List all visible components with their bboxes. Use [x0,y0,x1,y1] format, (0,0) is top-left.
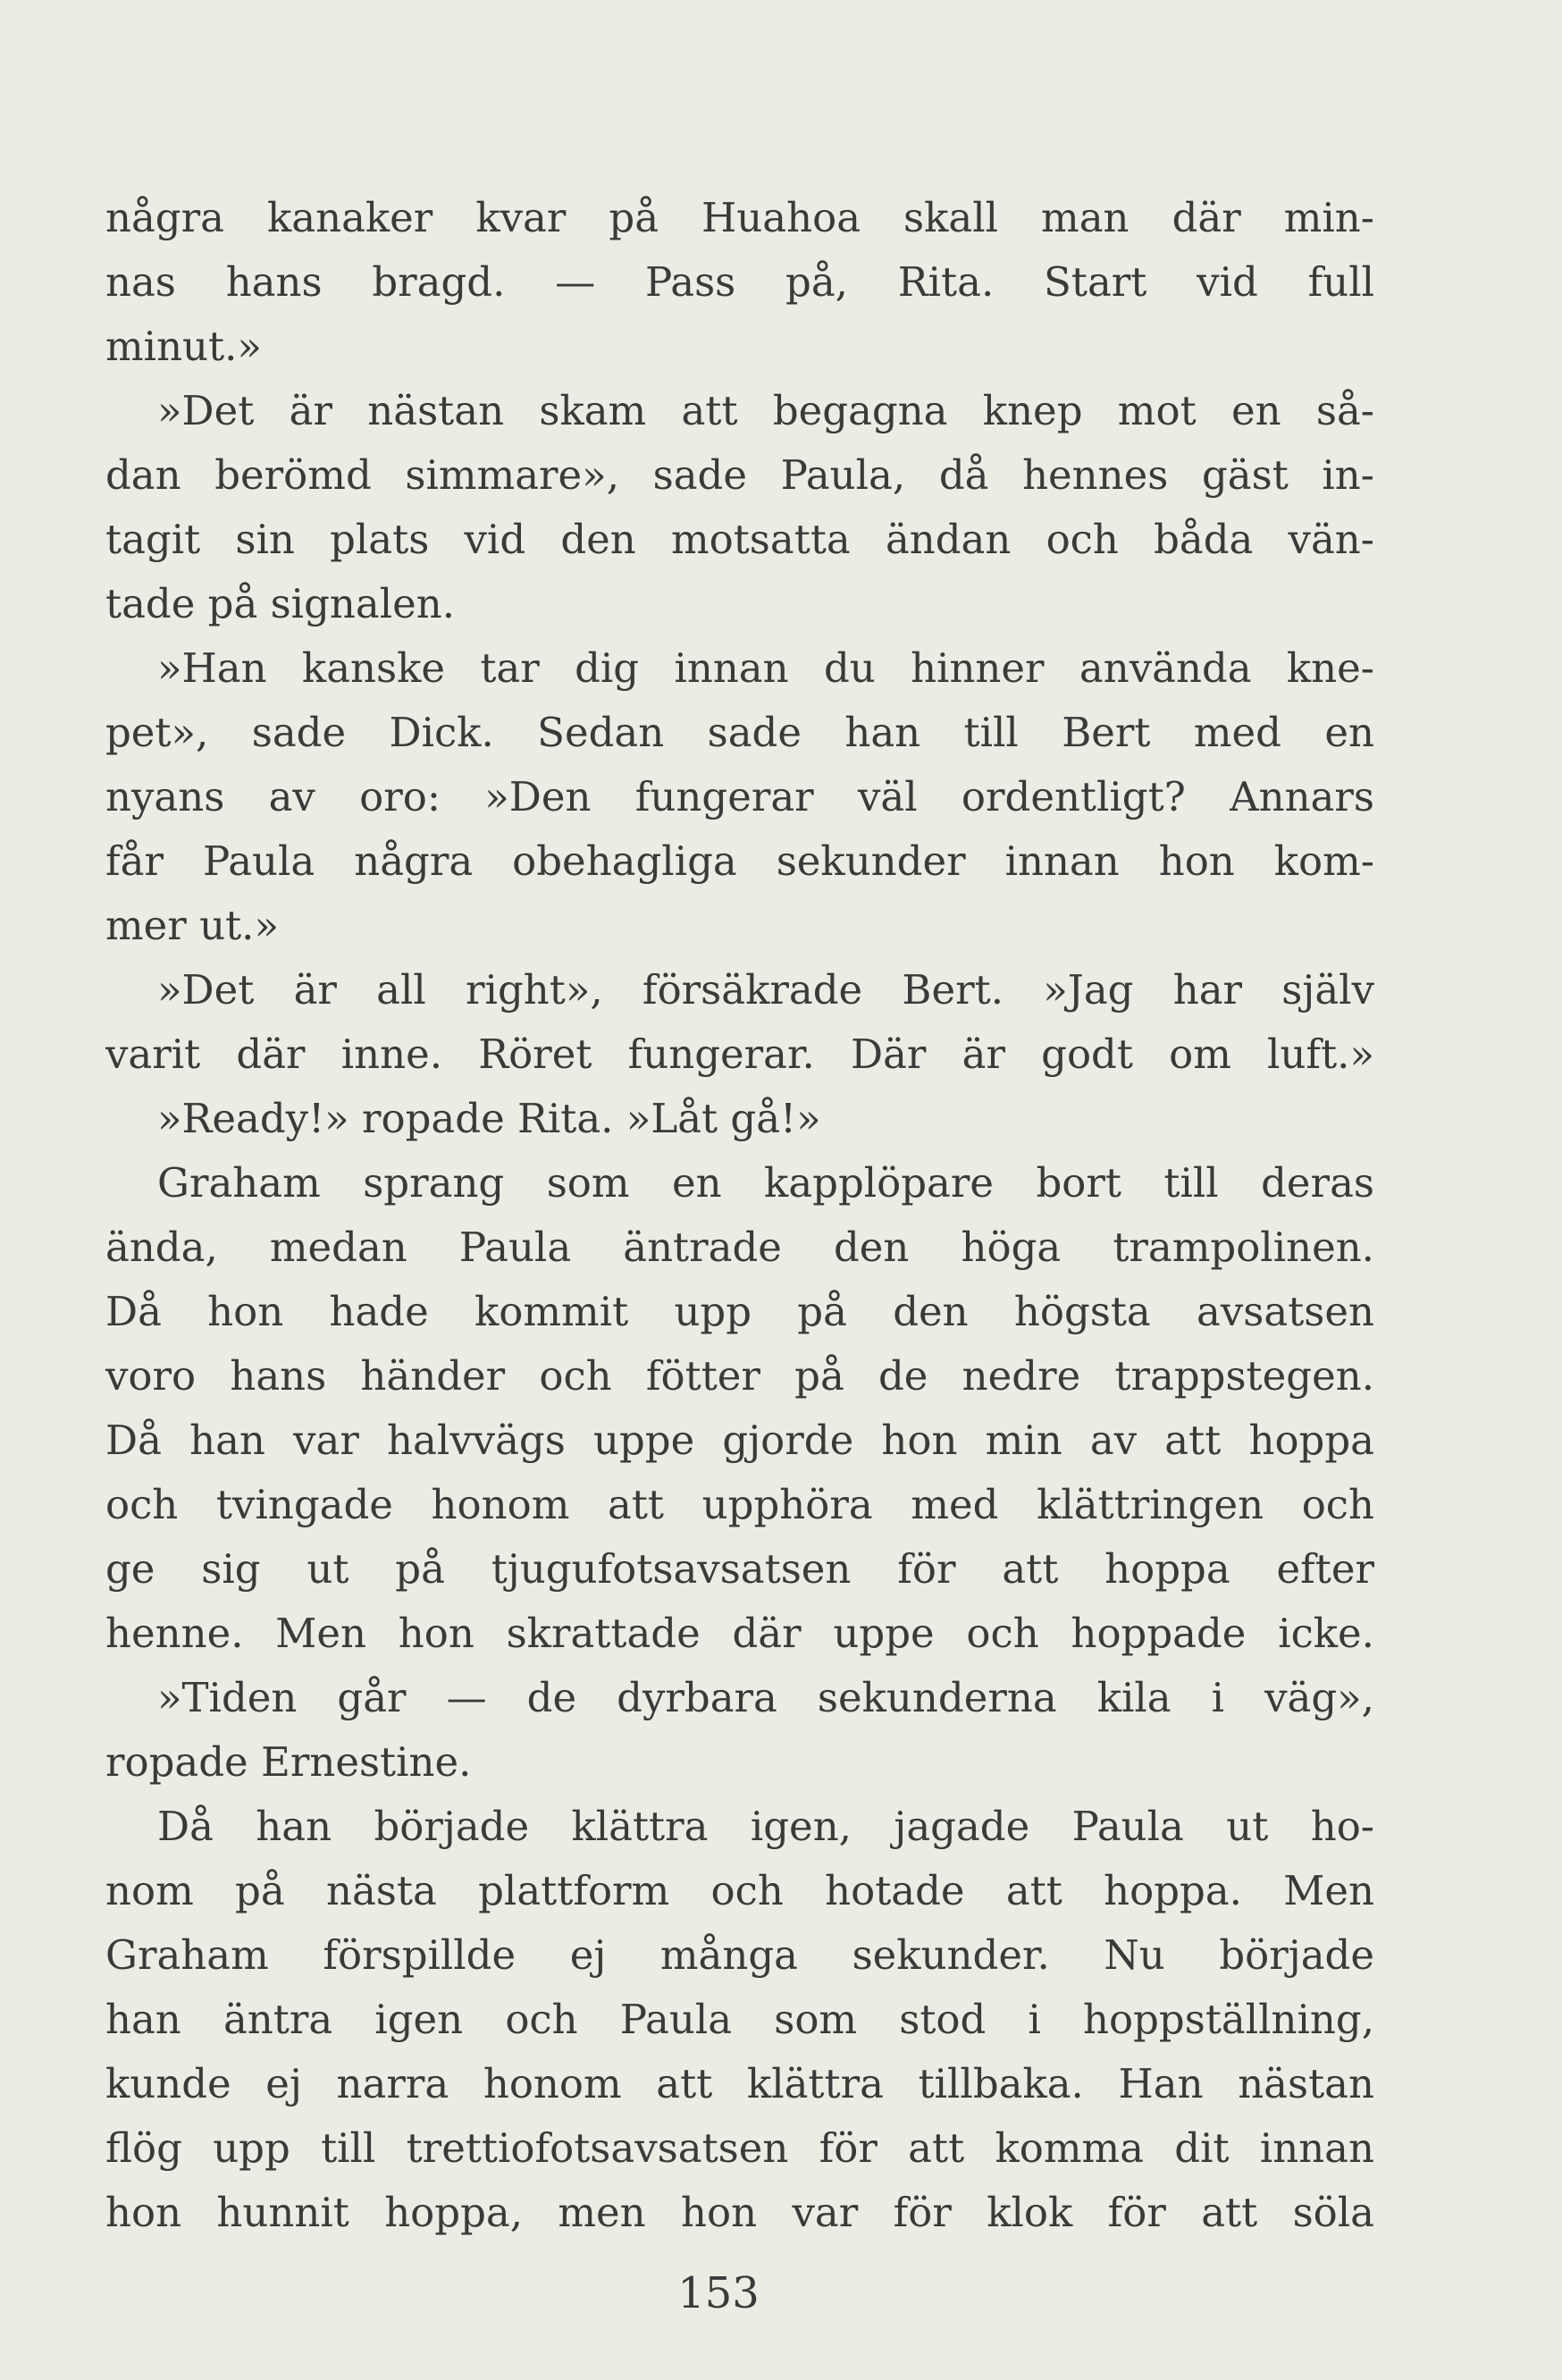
text-line: och tvingade honom att upphöra med klättringen och [105,1481,1374,1528]
text-line: Då han började klättra igen, jagade Paula ut ho- [157,1803,1374,1850]
text-line: tade på signalen. [105,580,456,627]
text-line: ropade Ernestine. [105,1738,472,1786]
text-line: nas hans bragd. — Pass på, Rita. Start vid full [105,258,1374,306]
text-line: pet», sade Dick. Sedan sade han till Bert med en [105,709,1374,756]
text-line: Då han var halvvägs uppe gjorde hon min av att hoppa [105,1417,1374,1464]
text-line: ända, medan Paula äntrade den höga trampolinen. [105,1224,1374,1271]
text-line: Graham sprang som en kapplöpare bort till deras [157,1159,1374,1207]
text-line: Graham förspillde ej många sekunder. Nu började [105,1931,1374,1979]
text-line: tagit sin plats vid den motsatta ändan och båda vän- [105,516,1374,563]
text-line: några kanaker kvar på Huahoa skall man där min- [105,194,1374,241]
text-line: varit där inne. Röret fungerar. Där är godt om luft.» [105,1030,1374,1078]
text-line: nyans av oro: »Den fungerar väl ordentligt? Annars [105,773,1374,820]
text-line: nom på nästa plattform och hotade att hoppa. Men [105,1867,1374,1914]
text-line: Då hon hade kommit upp på den högsta avsatsen [105,1288,1374,1335]
page-number: 153 [677,2268,760,2318]
text-line: henne. Men hon skrattade där uppe och hoppade icke. [105,1610,1374,1657]
text-line: han äntra igen och Paula som stod i hoppställning, [105,1996,1374,2043]
text-line: »Ready!» ropade Rita. »Låt gå!» [157,1095,821,1142]
text-line: dan berömd simmare», sade Paula, då hennes gäst in- [105,451,1374,499]
text-line: »Det är nästan skam att begagna knep mot en så- [157,387,1374,434]
text-line: minut.» [105,323,262,370]
text-line: »Tiden går — de dyrbara sekunderna kila i väg», [157,1674,1374,1721]
text-line: voro hans händer och fötter på de nedre trappstegen. [105,1352,1374,1400]
text-line: mer ut.» [105,902,280,949]
text-line: får Paula några obehagliga sekunder innan hon kom- [105,837,1374,885]
text-line: hon hunnit hoppa, men hon var för klok för att söla [105,2189,1374,2236]
text-line: »Han kanske tar dig innan du hinner använda kne- [157,644,1374,692]
text-line: ge sig ut på tjugufotsavsatsen för att hoppa efter [105,1545,1374,1593]
text-line: kunde ej narra honom att klättra tillbaka. Han nästan [105,2060,1374,2107]
text-line: flög upp till trettiofotsavsatsen för att komma dit innan [105,2124,1374,2172]
text-line: »Det är all right», försäkrade Bert. »Jag har själv [157,966,1374,1013]
